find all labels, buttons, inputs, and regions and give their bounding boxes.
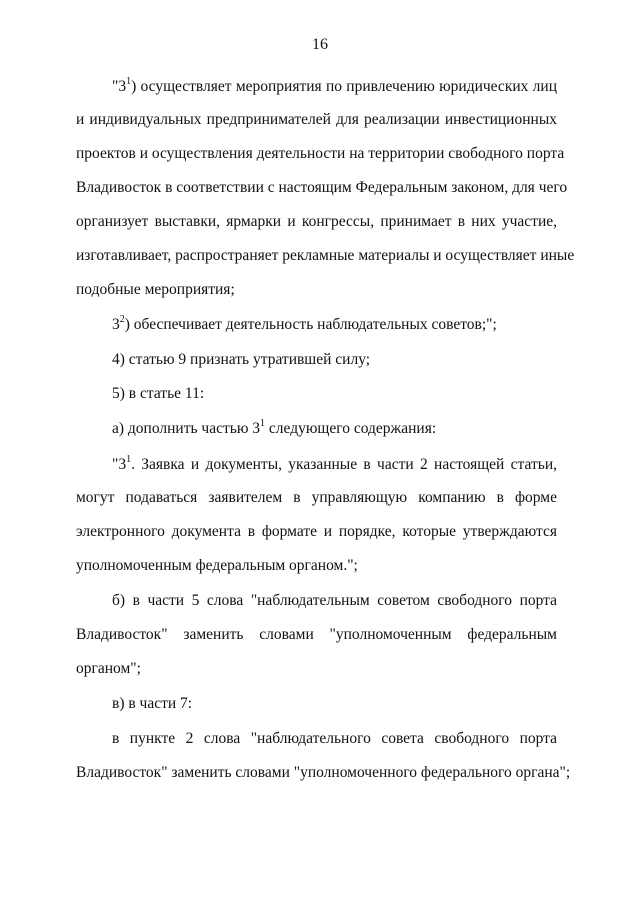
quote-3-1-line-4: уполномоченным федеральным органом."; bbox=[76, 557, 358, 574]
paragraph-item-b-line-1: б) в части 5 слова "наблюдательным советом свободного порта bbox=[112, 592, 557, 609]
paragraph-3-1-line-1: "$3^1$) осуществляет мероприятия по привлечению юридических лиц bbox=[112, 75, 557, 95]
quote-3-1-line-1: "$3^1$. Заявка и документы, указанные в части 2 настоящей статьи, bbox=[112, 453, 557, 473]
paragraph-item-b-line-3: органом"; bbox=[76, 660, 141, 677]
paragraph-item-b-line-2: Владивосток" заменить словами "уполномоченным федеральным bbox=[76, 626, 557, 643]
paragraph-3-1-line-6: изготавливает, распространяет рекламные материалы и осуществляет иные bbox=[76, 247, 575, 264]
paragraph-item-a: а) дополнить частью $3^1$ следующего содержания: bbox=[112, 417, 437, 437]
paragraph-3-2: $3^2$) обеспечивает деятельность наблюдательных советов;"; bbox=[112, 313, 497, 333]
paragraph-3-1-line-3: проектов и осуществления деятельности на территории свободного порта bbox=[76, 145, 565, 162]
subitem-2-line-1: в пункте 2 слова "наблюдательного совета свободного порта bbox=[112, 730, 557, 747]
paragraph-item-4: 4) статью 9 признать утратившей силу; bbox=[112, 351, 371, 368]
page-number: 16 bbox=[312, 36, 328, 53]
quote-3-1-line-3: электронного документа в формате и порядке, которые утверждаются bbox=[76, 523, 557, 540]
paragraph-3-1-line-7: подобные мероприятия; bbox=[76, 281, 235, 298]
paragraph-3-1-line-5: организует выставки, ярмарки и конгрессы, принимает в них участие, bbox=[76, 213, 557, 230]
paragraph-item-5: 5) в статье 11: bbox=[112, 385, 205, 402]
paragraph-item-v: в) в части 7: bbox=[112, 695, 193, 712]
quote-3-1-line-2: могут подаваться заявителем в управляющую компанию в форме bbox=[76, 489, 557, 506]
paragraph-3-1-line-4: Владивосток в соответствии с настоящим Федеральным законом, для чего bbox=[76, 179, 568, 196]
subitem-2-line-2: Владивосток" заменить словами "уполномоченного федерального органа"; bbox=[76, 764, 571, 781]
paragraph-3-1-line-2: и индивидуальных предпринимателей для реализации инвестиционных bbox=[76, 111, 557, 128]
